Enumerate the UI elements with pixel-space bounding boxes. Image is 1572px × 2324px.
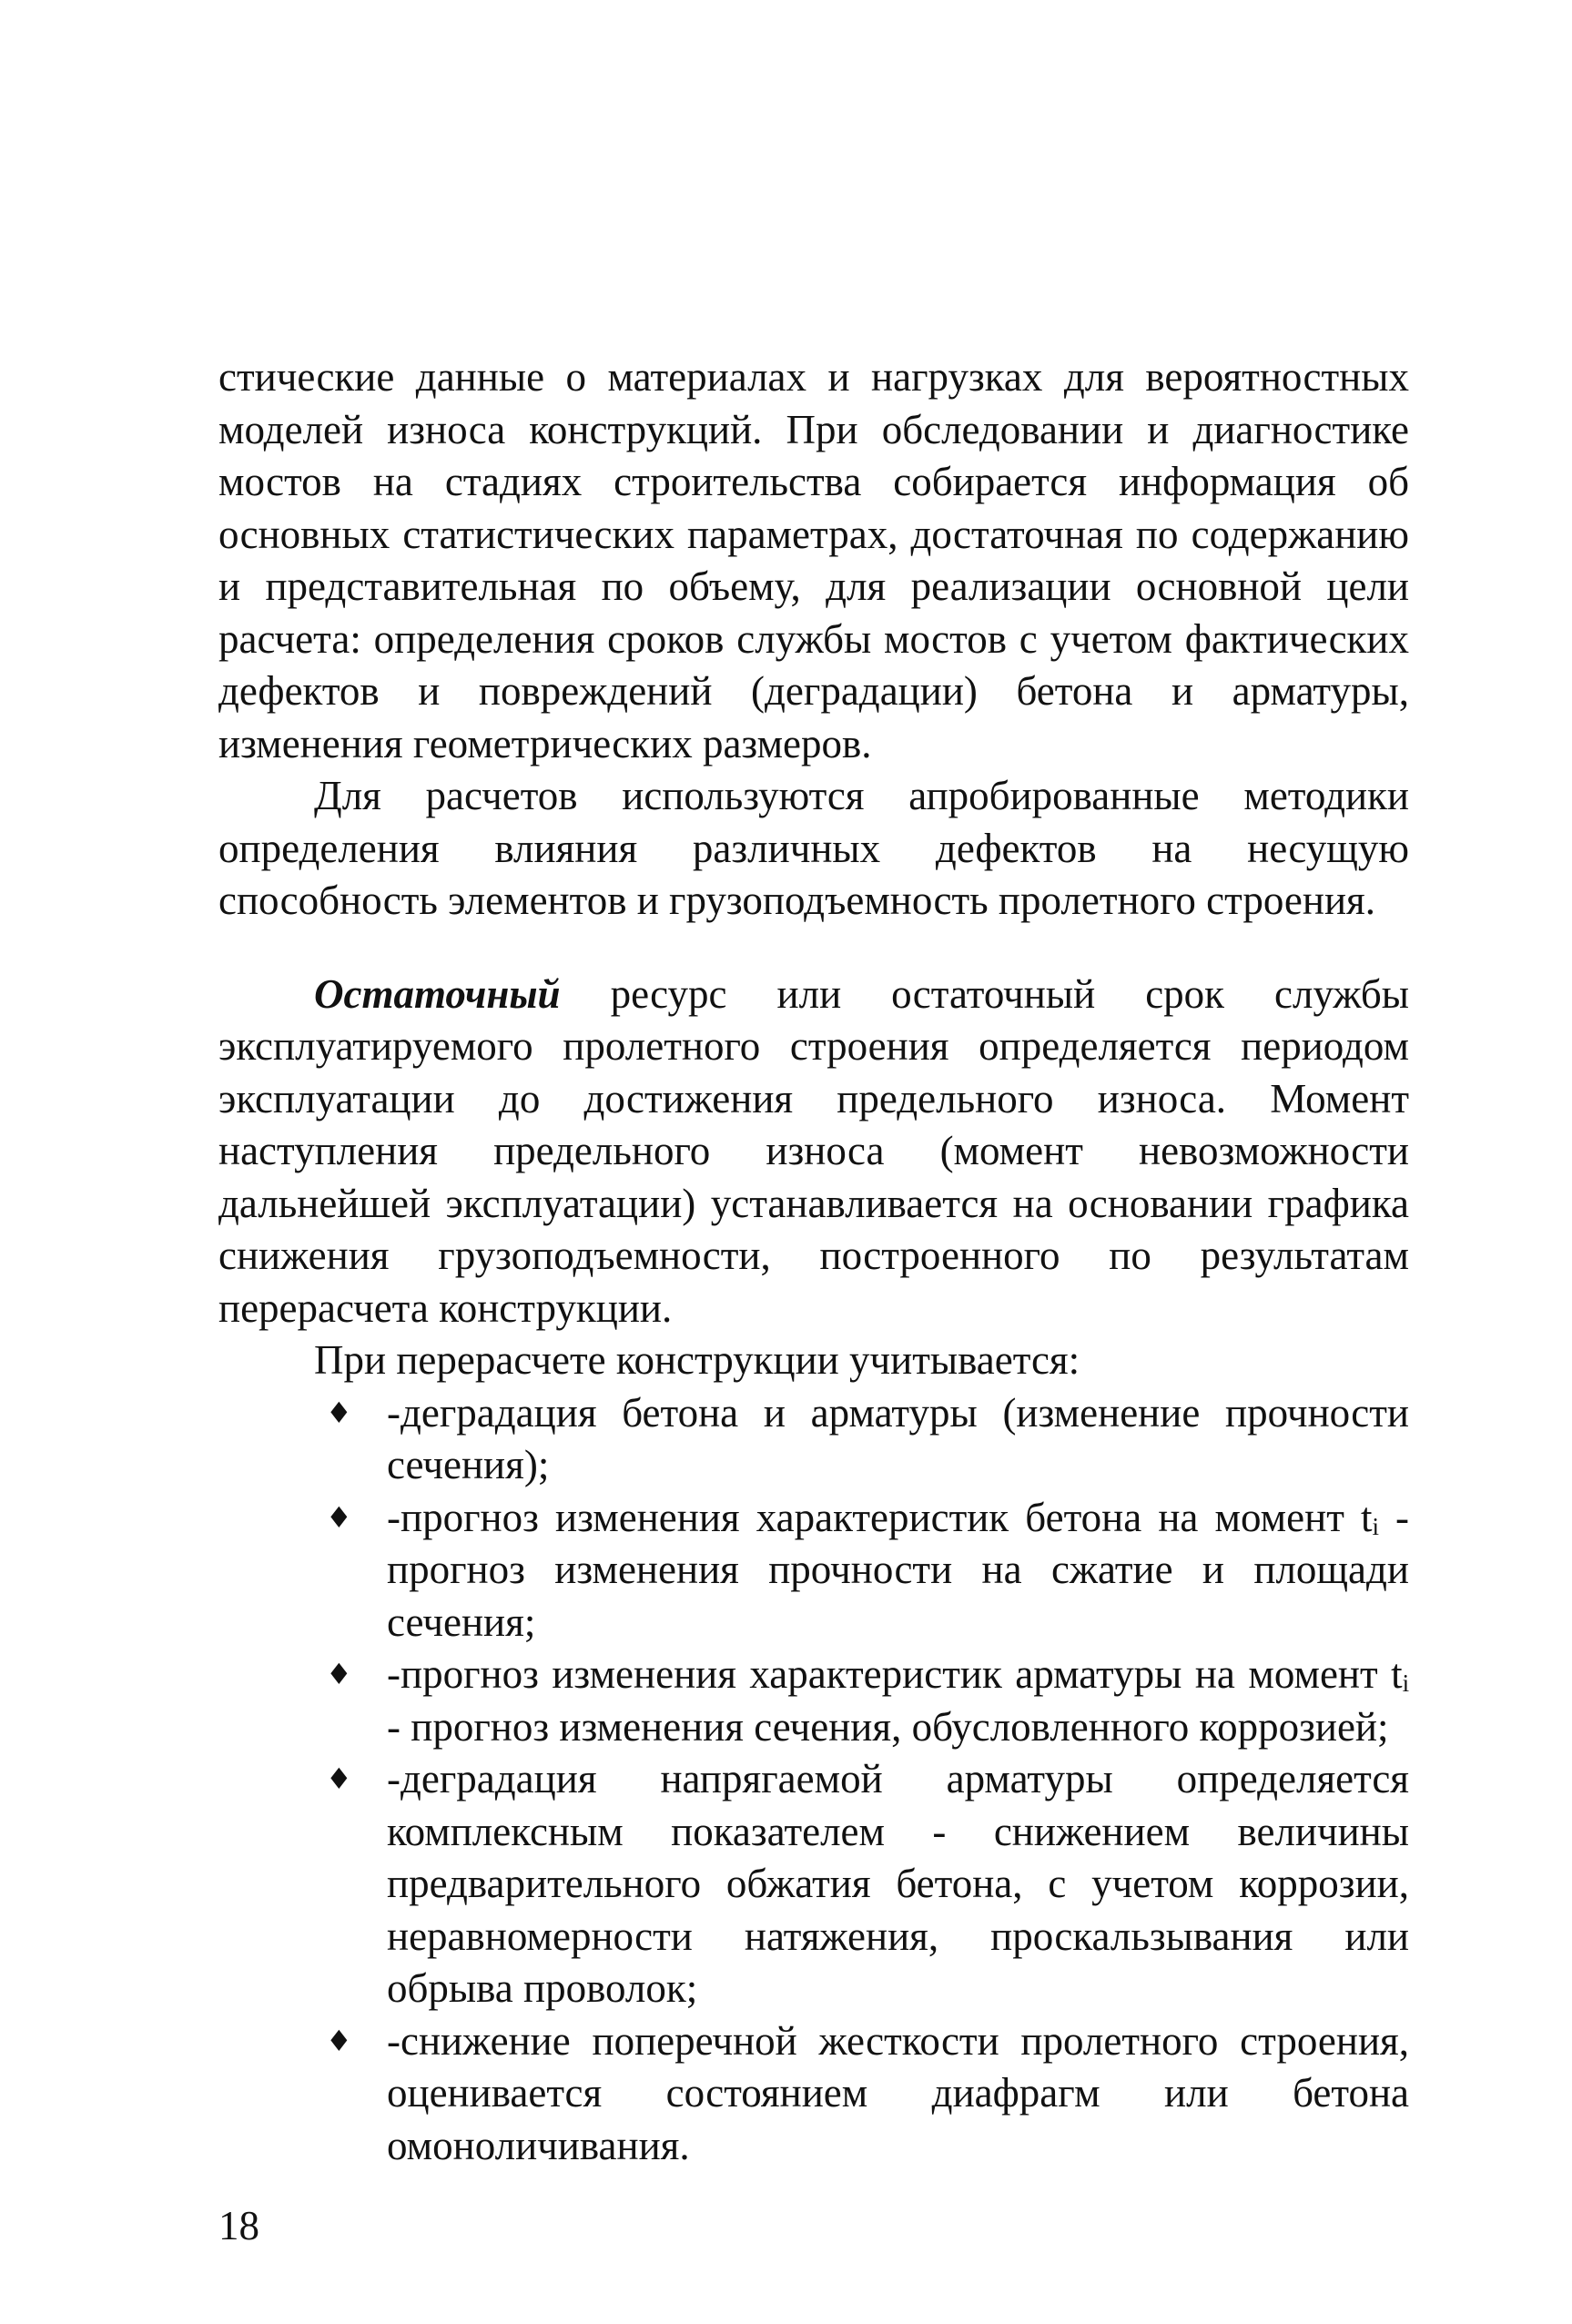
- list-item-text: -деградация напрягаемой арматуры определяется комплексным показателем - снижением величины предварительного обжатия бетона, с учетом коррозии, неравномерности натяжения, проскальзывания или обрыва проволок;: [387, 1756, 1409, 2011]
- diamond-bullet-icon: ♦: [326, 1395, 352, 1430]
- paragraph-3: [218, 969, 1409, 1335]
- paragraph-1: стические данные о материалах и нагрузках для вероятностных моделей износа конструкций. При обследовании и диагностике мостов на стадиях строительства собирается информация об основных статистических параметрах, достаточная по содержанию и представительная по объему, для реализации основной цели расчета: определения сроков службы мостов с учетом фактических дефектов и повреждений (деградации) бетона и арматуры, изменения геометрических размеров.: [218, 354, 1409, 766]
- emphasized-term: Остаточный: [314, 970, 561, 1017]
- diamond-bullet-icon: ♦: [326, 1657, 352, 1691]
- list-item: [218, 2015, 1409, 2173]
- page-number: 18: [218, 2203, 259, 2248]
- diamond-bullet-icon: ♦: [326, 1761, 352, 1796]
- diamond-bullet-icon: ♦: [326, 2023, 352, 2058]
- list-item: [218, 1492, 1409, 1649]
- list-item-text: -снижение поперечной жесткости пролетного строения, оценивается состоянием диафрагм или бетона омоноличивания.: [387, 2017, 1409, 2168]
- diamond-bullet-icon: ♦: [326, 1499, 352, 1535]
- list-item-text: -прогноз изменения характеристик бетона на момент tᵢ - прогноз изменения прочности на сжатие и площади сечения;: [387, 1494, 1409, 1645]
- paragraph-3-text: ресурс или остаточный срок службы эксплуатируемого пролетного строения определяется периодом эксплуатации до достижения предельного износа. Момент наступления предельного износа (момент невозможности дальнейшей эксплуатации) устанавливается на основании графика снижения грузоподъемности, построенного по результатам перерасчета конструкции.: [218, 970, 1409, 1331]
- list-item: [218, 1753, 1409, 2015]
- list-item: [218, 1649, 1409, 1753]
- page-body: [218, 351, 1409, 2172]
- list-item-text: -прогноз изменения характеристик арматуры на момент tᵢ - прогноз изменения сечения, обусловленного коррозией;: [387, 1651, 1409, 1750]
- paragraph-2: Для расчетов используются апробированные методики определения влияния различных дефектов на несущую способность элементов и грузоподъемность пролетного строения.: [218, 773, 1409, 923]
- factor-list: [218, 1387, 1409, 2173]
- paragraph-4: При перерасчете конструкции учитывается:: [314, 1337, 1080, 1383]
- list-item-text: -деградация бетона и арматуры (изменение прочности сечения);: [387, 1389, 1409, 1487]
- list-item: [218, 1387, 1409, 1492]
